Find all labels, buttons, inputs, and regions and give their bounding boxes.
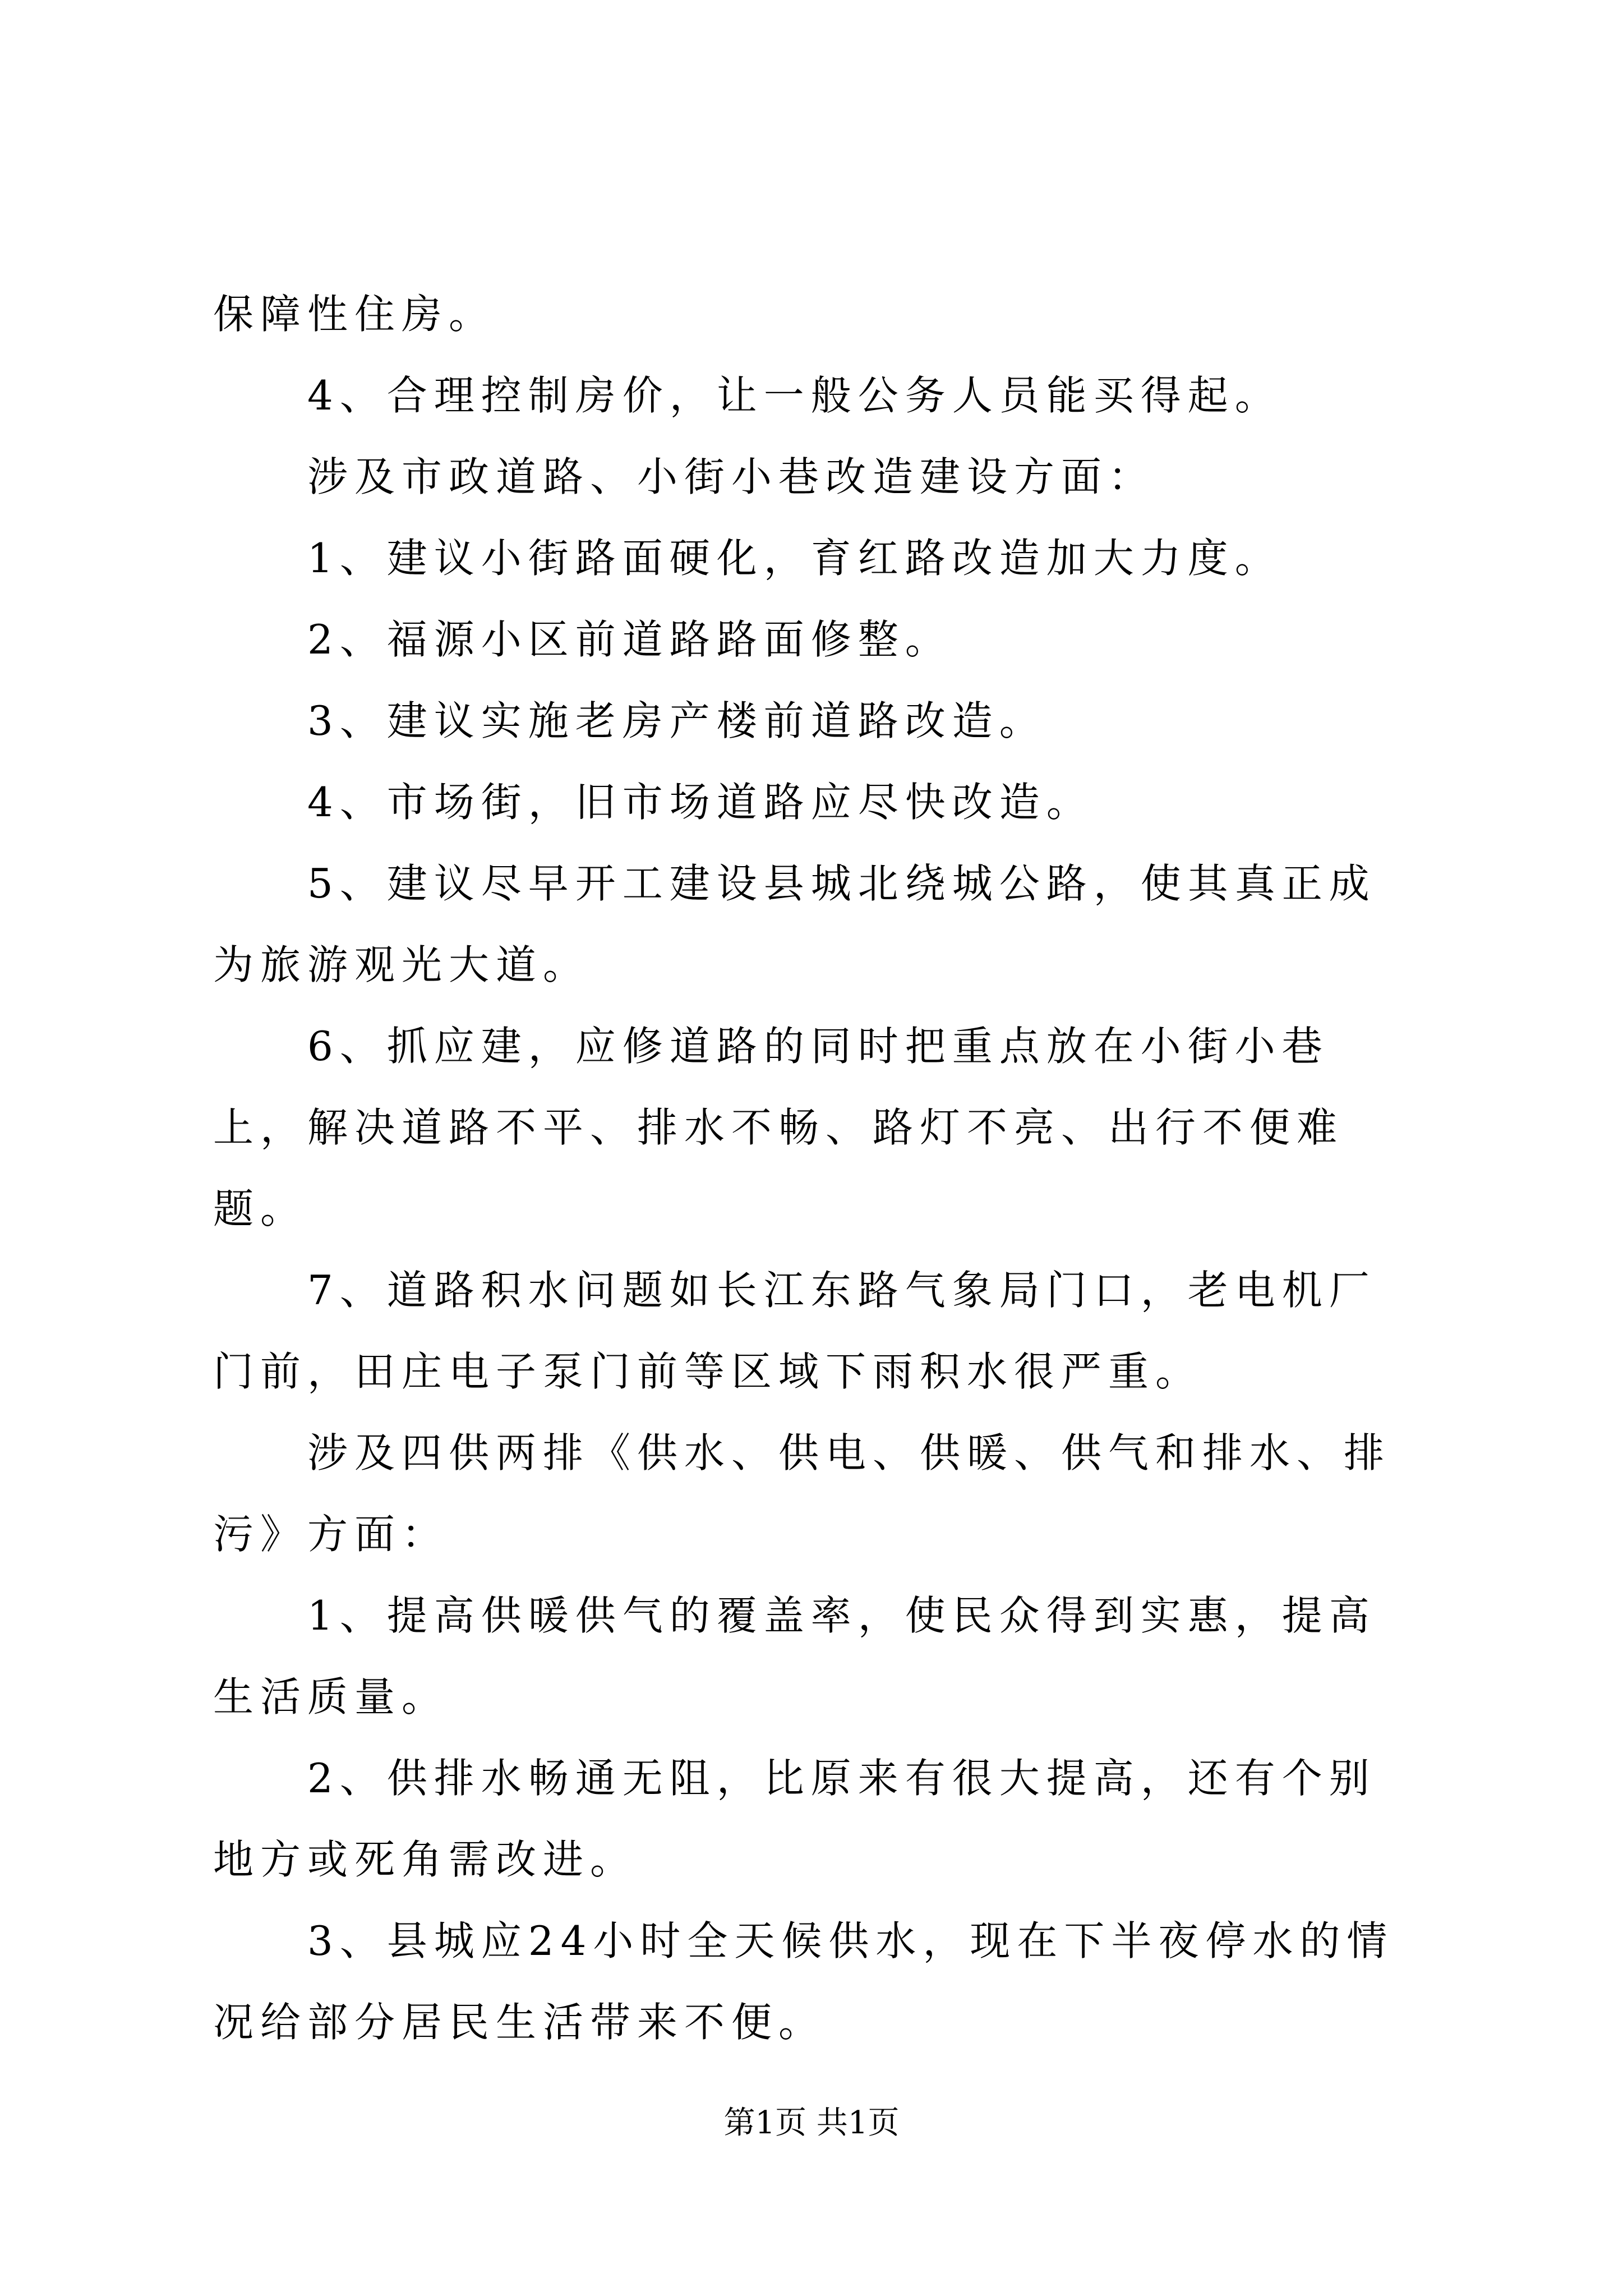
document-body [213,274,1422,2063]
paragraph: 5、建议尽早开工建设县城北绕城公路，使其真正成为旅游观光大道。 [213,860,1376,988]
paragraph: 1、提高供暖供气的覆盖率，使民众得到实惠，提高生活质量。 [213,1592,1376,1720]
paragraph: 1、建议小街路面硬化，育红路改造加大力度。 [307,535,1282,582]
paragraph: 保障性住房。 [213,291,496,338]
paragraph: 6、抓应建，应修道路的同时把重点放在小街小巷上，解决道路不平、排水不畅、路灯不亮、出行不便难题。 [213,1023,1344,1232]
paragraph: 2、福源小区前道路路面修整。 [307,616,952,663]
page-footer [0,2101,1623,2146]
page-number-label: 第1页 共1页 [723,2105,900,2141]
paragraph: 7、道路积水问题如长江东路气象局门口，老电机厂门前，田庄电子泵门前等区域下雨积水很严重。 [213,1267,1376,1395]
paragraph: 4、市场街，旧市场道路应尽快改造。 [307,779,1094,826]
paragraph: 2、供排水畅通无阻，比原来有很大提高，还有个别地方或死角需改进。 [213,1755,1376,1883]
paragraph: 4、合理控制房价，让一般公务人员能买得起。 [307,372,1282,419]
section-heading: 涉及四供两排《供水、供电、供暖、供气和排水、排污》方面： [213,1429,1391,1558]
paragraph: 3、县城应24小时全天候供水，现在下半夜停水的情况给部分居民生活带来不便。 [213,1917,1394,2046]
section-heading: 涉及市政道路、小街小巷改造建设方面： [307,453,1156,500]
paragraph: 3、建议实施老房产楼前道路改造。 [307,697,1046,744]
